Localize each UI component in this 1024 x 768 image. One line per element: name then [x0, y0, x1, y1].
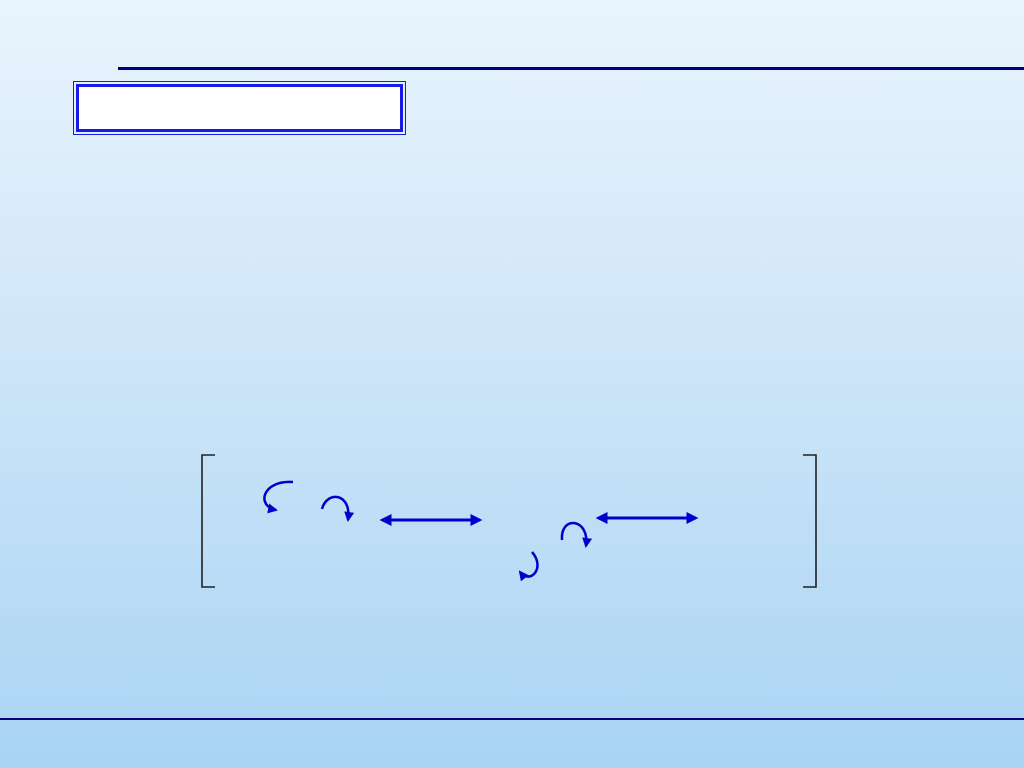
curved-arrow-2: [322, 497, 348, 520]
curved-arrow-3: [562, 523, 586, 546]
curved-arrow-1: [264, 482, 293, 510]
bracket-left: [202, 455, 215, 587]
bracket-right: [803, 455, 816, 587]
footer-rule: [0, 718, 1024, 720]
resonance-scheme: [202, 455, 816, 587]
curved-arrow-4: [520, 552, 537, 577]
